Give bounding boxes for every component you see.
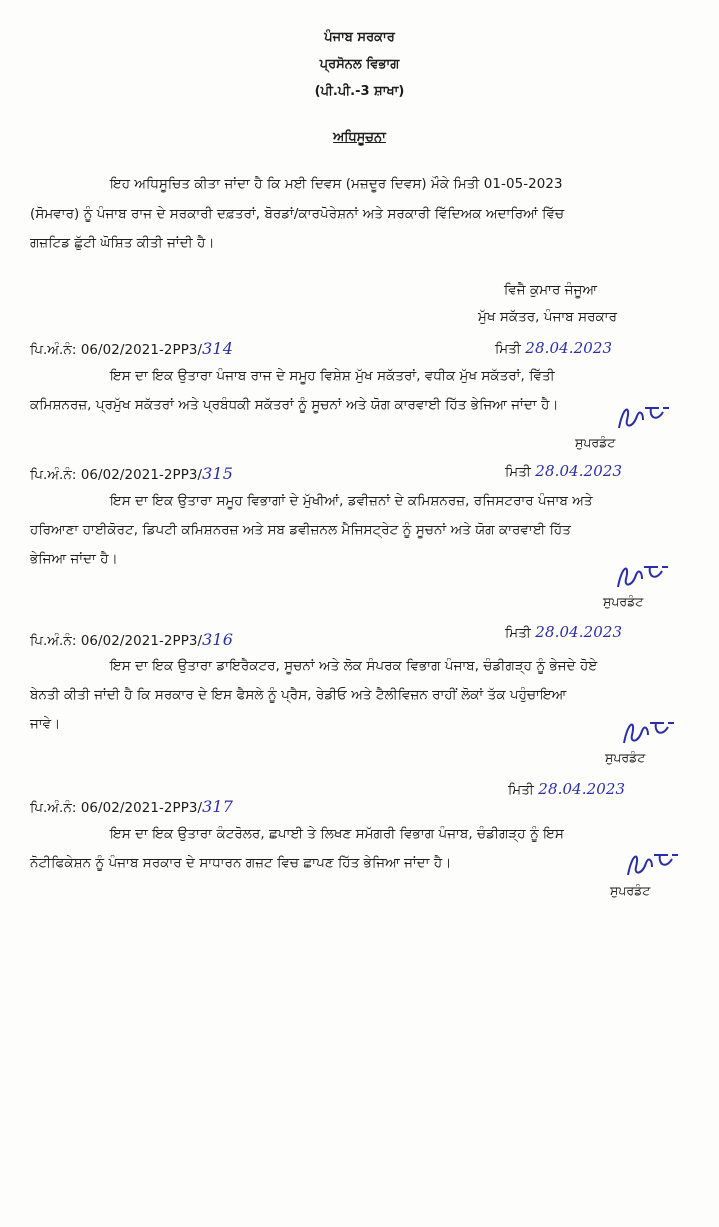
endorsement-1-ref xyxy=(30,339,233,358)
endorsement-4-date-value: 28.04.2023 xyxy=(538,780,626,798)
endorsement-2-line-2: ਹਰਿਆਣਾ ਹਾਈਕੋਰਟ, ਡਿਪਟੀ ਕਮਿਸ਼ਨਰਜ਼ ਅਤੇ ਸਬ ਡਵੀਜ਼ਨਲ ਮੈਜਿਸਟ੍ਰੇਟ ਨੂੰ ਸੂਚਨਾਂ ਅਤੇ ਯੋਗ ਕਾਰਵਾਈ ਹਿੱਤ xyxy=(30,523,571,538)
endorsement-2-date-value: 28.04.2023 xyxy=(535,462,623,480)
endorsement-2-signature xyxy=(612,557,672,597)
endorsement-4-date-label: ਮਿਤੀ xyxy=(508,783,534,798)
endorsement-3-date-label: ਮਿਤੀ xyxy=(505,626,531,641)
endorsement-2-ref-prefix: ਪਿ.ਅੰ.ਨੰ: 06/02/2021-2PP3/ xyxy=(30,468,203,483)
endorsement-1-date-label: ਮਿਤੀ xyxy=(495,342,521,357)
endorsement-4-line-1: ਇਸ ਦਾ ਇਕ ਉਤਾਰਾ ਕੰਟਰੋਲਰ, ਛਪਾਈ ਤੇ ਲਿਖਣ ਸਮੱਗਰੀ ਵਿਭਾਗ ਪੰਜਾਬ, ਚੰਡੀਗੜ੍ਹ ਨੂੰ ਇਸ xyxy=(110,827,564,842)
header-department: ਪ੍ਰਸੋਨਲ ਵਿਭਾਗ xyxy=(319,57,400,72)
endorsement-3-ref xyxy=(30,630,233,649)
endorsement-1-signature xyxy=(613,398,673,438)
endorsement-4-sign-label: ਸੁਪਰਡੰਟ xyxy=(610,883,651,898)
endorsement-2-ref xyxy=(30,464,233,483)
endorsement-1-line-2: ਕਮਿਸ਼ਨਰਜ਼, ਪ੍ਰਮੁੱਖ ਸਕੱਤਰਾਂ ਅਤੇ ਪ੍ਰਬੰਧਕੀ ਸਕੱਤਰਾਂ ਨੂੰ ਸੂਚਨਾਂ ਅਤੇ ਯੋਗ ਕਾਰਵਾਈ ਹਿੱਤ ਭੇਜਿਆ ਜਾਂਦਾ ਹੈ। xyxy=(30,398,559,413)
endorsement-3-date xyxy=(505,623,622,641)
endorsement-2-ref-number: 315 xyxy=(202,464,233,483)
endorsement-1-ref-number: 314 xyxy=(202,339,233,358)
endorsement-4-ref-number: 317 xyxy=(202,797,233,816)
endorsement-3-line-3: ਜਾਵੇ। xyxy=(30,717,61,732)
endorsement-1-line-1: ਇਸ ਦਾ ਇਕ ਉਤਾਰਾ ਪੰਜਾਬ ਰਾਜ ਦੇ ਸਮੂਹ ਵਿਸ਼ੇਸ਼ ਮੁੱਖ ਸਕੱਤਰਾਂ, ਵਧੀਕ ਮੁੱਖ ਸਕੱਤਰਾਂ, ਵਿੱਤੀ xyxy=(110,369,555,384)
endorsement-2-date xyxy=(505,462,622,480)
endorsement-4-line-2: ਨੋਟੀਫਿਕੇਸ਼ਨ ਨੂੰ ਪੰਜਾਬ ਸਰਕਾਰ ਦੇ ਸਾਧਾਰਨ ਗਜ਼ਟ ਵਿਚ ਛਾਪਣ ਹਿੱਤ ਭੇਜਿਆ ਜਾਂਦਾ ਹੈ। xyxy=(30,856,452,871)
endorsement-1-date xyxy=(495,339,612,357)
endorsement-3-ref-number: 316 xyxy=(202,630,233,649)
endorsement-2-date-label: ਮਿਤੀ xyxy=(505,465,531,480)
endorsement-3-date-value: 28.04.2023 xyxy=(535,623,623,641)
endorsement-1-sign-label: ਸੁਪਰਡੰਟ xyxy=(575,435,616,450)
notification-title: ਅਧਿਸੂਚਨਾ xyxy=(333,130,386,145)
endorsement-2-line-1: ਇਸ ਦਾ ਇਕ ਉਤਾਰਾ ਸਮੂਹ ਵਿਭਾਗਾਂ ਦੇ ਮੁੱਖੀਆਂ, ਡਵੀਜ਼ਨਾਂ ਦੇ ਕਮਿਸ਼ਨਰਜ਼, ਰਜਿਸਟਰਾਰ ਪੰਜਾਬ ਅਤੇ xyxy=(110,494,593,509)
endorsement-2-sign-label: ਸੁਪਰਡੰਟ xyxy=(603,594,644,609)
endorsement-3-ref-prefix: ਪਿ.ਅੰ.ਨੰ: 06/02/2021-2PP3/ xyxy=(30,634,203,649)
endorsement-2-line-3: ਭੇਜਿਆ ਜਾਂਦਾ ਹੈ। xyxy=(30,552,118,567)
endorsement-4-date xyxy=(508,780,625,798)
endorsement-4-ref-prefix: ਪਿ.ਅੰ.ਨੰ: 06/02/2021-2PP3/ xyxy=(30,801,203,816)
endorsement-1-date-value: 28.04.2023 xyxy=(525,339,613,357)
endorsement-4-signature xyxy=(622,845,682,885)
signatory-designation: ਮੁੱਖ ਸਕੱਤਰ, ਪੰਜਾਬ ਸਰਕਾਰ xyxy=(478,310,617,325)
notification-line-3: ਗਜ਼ਟਿਡ ਛੁੱਟੀ ਘੋਸ਼ਿਤ ਕੀਤੀ ਜਾਂਦੀ ਹੈ। xyxy=(30,236,215,251)
notification-line-2: (ਸੋਮਵਾਰ) ਨੂੰ ਪੰਜਾਬ ਰਾਜ ਦੇ ਸਰਕਾਰੀ ਦਫ਼ਤਰਾਂ, ਬੋਰਡਾਂ/ਕਾਰਪੋਰੇਸ਼ਨਾਂ ਅਤੇ ਸਰਕਾਰੀ ਵਿੱਦਿਅਕ ਅਦਾਰਿਆਂ ਵਿੱਚ xyxy=(30,207,565,222)
notification-line-1: ਇਹ ਅਧਿਸੂਚਿਤ ਕੀਤਾ ਜਾਂਦਾ ਹੈ ਕਿ ਮਈ ਦਿਵਸ (ਮਜ਼ਦੂਰ ਦਿਵਸ) ਮੌਕੇ ਮਿਤੀ 01-05-2023 xyxy=(110,177,563,192)
endorsement-1-ref-prefix: ਪਿ.ਅੰ.ਨੰ: 06/02/2021-2PP3/ xyxy=(30,343,203,358)
endorsement-3-line-1: ਇਸ ਦਾ ਇਕ ਉਤਾਰਾ ਡਾਇਰੈਕਟਰ, ਸੂਚਨਾਂ ਅਤੇ ਲੋਕ ਸੰਪਰਕ ਵਿਭਾਗ ਪੰਜਾਬ, ਚੰਡੀਗੜ੍ਹ ਨੂੰ ਭੇਜਦੇ ਹੋਏ xyxy=(110,659,598,674)
endorsement-3-sign-label: ਸੁਪਰਡੰਟ xyxy=(605,750,646,765)
endorsement-4-ref xyxy=(30,797,233,816)
header-branch: (ਪੀ.ਪੀ.-3 ਸ਼ਾਖਾ) xyxy=(314,84,405,99)
signatory-name: ਵਿਜੈ ਕੁਮਾਰ ਜੰਜੂਆ xyxy=(504,283,598,298)
header-government: ਪੰਜਾਬ ਸਰਕਾਰ xyxy=(324,30,395,45)
endorsement-3-signature xyxy=(618,713,678,753)
endorsement-3-line-2: ਬੇਨਤੀ ਕੀਤੀ ਜਾਂਦੀ ਹੈ ਕਿ ਸਰਕਾਰ ਦੇ ਇਸ ਫੈਸਲੇ ਨੂੰ ਪ੍ਰੈਸ, ਰੇਡੀਓ ਅਤੇ ਟੈਲੀਵਿਜ਼ਨ ਰਾਹੀਂ ਲੋਕਾਂ ਤੱਕ ਪਹੁੰਚਾਇਆ xyxy=(30,688,567,703)
